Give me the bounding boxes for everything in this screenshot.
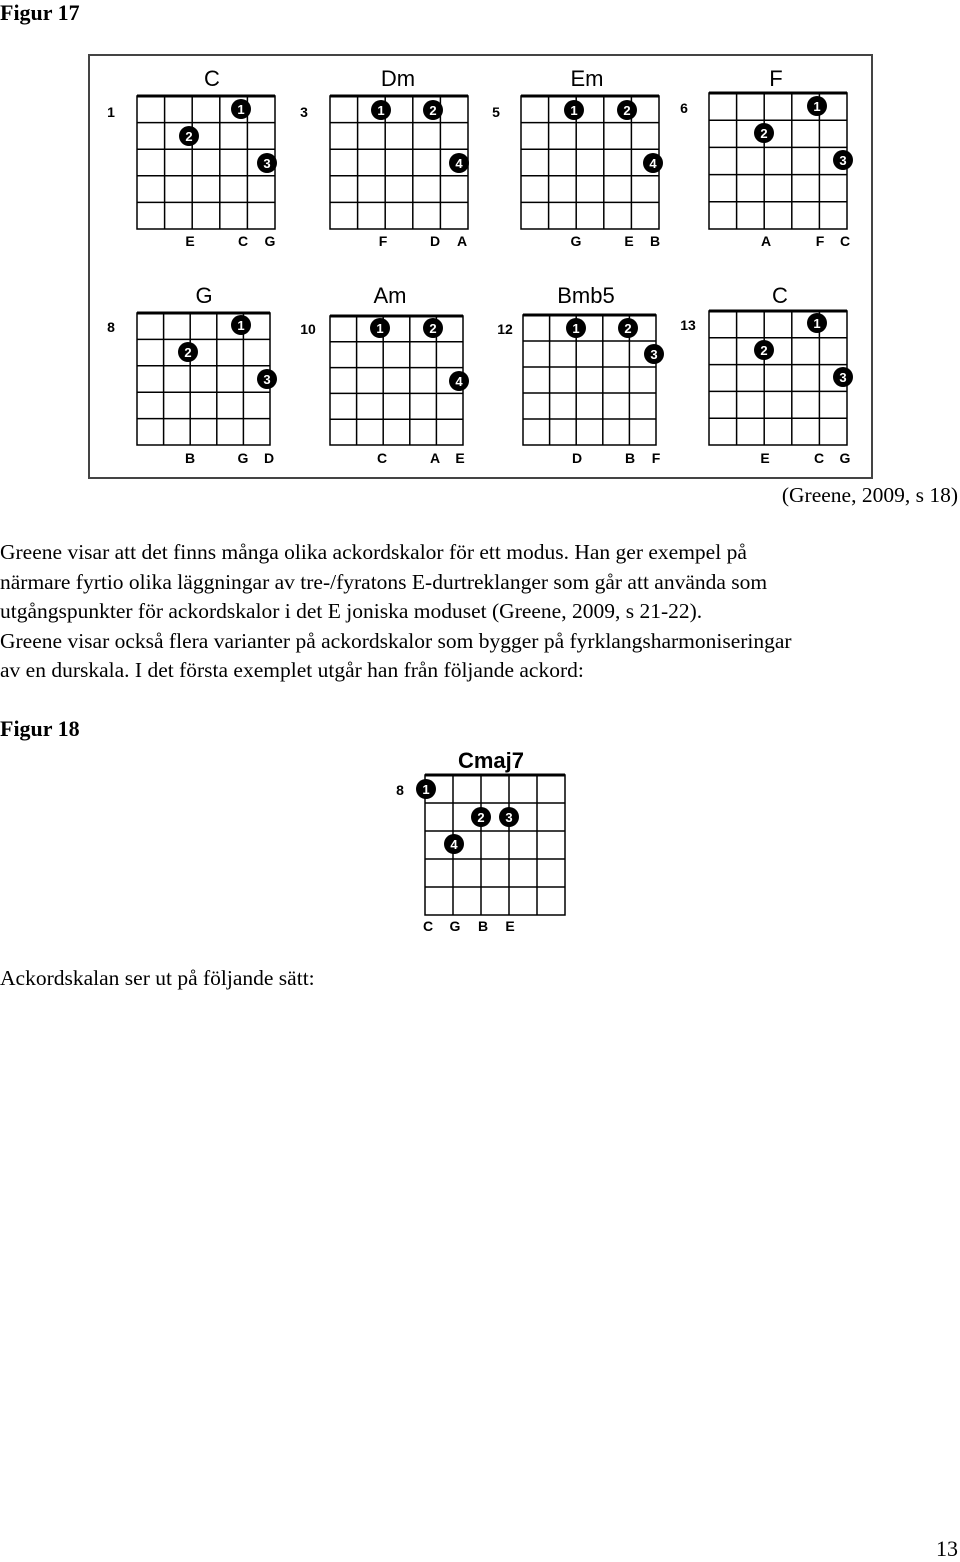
fret-number: 6 bbox=[680, 100, 688, 116]
chord-diagram-bmb5 bbox=[497, 283, 664, 466]
svg-text:3: 3 bbox=[650, 347, 658, 362]
chord-name: G bbox=[195, 283, 213, 308]
finger-dot bbox=[231, 99, 251, 119]
svg-text:4: 4 bbox=[455, 156, 463, 171]
string-label: C bbox=[237, 233, 249, 249]
svg-text:2: 2 bbox=[185, 129, 193, 144]
finger-dot bbox=[178, 342, 198, 362]
string-label: E bbox=[455, 450, 465, 466]
fret-number: 12 bbox=[497, 321, 513, 337]
svg-text:1: 1 bbox=[237, 102, 245, 117]
svg-text:1: 1 bbox=[422, 782, 430, 797]
string-label: C bbox=[422, 918, 434, 934]
paragraph-line: närmare fyrtio olika läggningar av tre-/fyratons E-durtreklanger som går att använda som bbox=[0, 569, 768, 594]
fret-number: 8 bbox=[107, 319, 115, 335]
string-label: G bbox=[839, 450, 851, 466]
body-paragraph bbox=[0, 538, 958, 686]
finger-dot bbox=[257, 369, 277, 389]
fret-number: 1 bbox=[107, 104, 115, 120]
finger-dot bbox=[423, 318, 443, 338]
svg-text:3: 3 bbox=[505, 810, 513, 825]
string-label: A bbox=[429, 450, 441, 466]
fret-number: 3 bbox=[300, 104, 308, 120]
svg-text:2: 2 bbox=[429, 103, 437, 118]
chord-name: Cmaj7 bbox=[457, 748, 525, 773]
finger-dot bbox=[499, 807, 519, 827]
svg-text:1: 1 bbox=[813, 316, 821, 331]
finger-dot bbox=[370, 318, 390, 338]
svg-text:2: 2 bbox=[623, 103, 631, 118]
finger-dot bbox=[449, 153, 469, 173]
svg-text:2: 2 bbox=[760, 126, 768, 141]
finger-dot bbox=[257, 153, 277, 173]
chord-diagram-g bbox=[107, 283, 277, 466]
finger-dot bbox=[566, 318, 586, 338]
string-label: D bbox=[263, 450, 275, 466]
string-label: F bbox=[815, 233, 825, 249]
svg-text:2: 2 bbox=[429, 321, 437, 336]
chord-diagram-am bbox=[300, 283, 469, 466]
chord-diagram-dm bbox=[300, 66, 469, 249]
finger-dot bbox=[371, 100, 391, 120]
finger-dot bbox=[807, 96, 827, 116]
finger-dot bbox=[617, 100, 637, 120]
svg-text:1: 1 bbox=[237, 318, 245, 333]
finger-dot bbox=[471, 807, 491, 827]
svg-text:4: 4 bbox=[450, 837, 458, 852]
finger-dot bbox=[423, 100, 443, 120]
svg-text:1: 1 bbox=[376, 321, 384, 336]
finger-dot bbox=[643, 153, 663, 173]
paragraph-line: av en durskala. I det första exemplet utgår han från följande ackord: bbox=[0, 658, 584, 682]
svg-text:3: 3 bbox=[839, 153, 847, 168]
finger-dot bbox=[644, 344, 664, 364]
chord-name: C bbox=[772, 283, 788, 308]
chord-name: Em bbox=[570, 66, 604, 91]
fret-number: 5 bbox=[492, 104, 500, 120]
chord-name: Dm bbox=[380, 66, 416, 91]
chord-diagram-em bbox=[492, 66, 663, 249]
string-label: B bbox=[477, 918, 489, 934]
finger-dot bbox=[833, 150, 853, 170]
chord-diagram-cmaj7 bbox=[380, 740, 600, 940]
figure-17-source: (Greene, 2009, s 18) bbox=[781, 483, 958, 507]
svg-text:4: 4 bbox=[455, 374, 463, 389]
figure-17-label: Figur 17 bbox=[0, 0, 80, 25]
svg-text:4: 4 bbox=[649, 156, 657, 171]
svg-text:1: 1 bbox=[572, 321, 580, 336]
finger-dot bbox=[416, 779, 436, 799]
svg-text:2: 2 bbox=[477, 810, 485, 825]
chord-diagram-c bbox=[107, 66, 277, 249]
string-label: G bbox=[237, 450, 249, 466]
string-label: G bbox=[570, 233, 582, 249]
paragraph-line: Greene visar också flera varianter på ackordskalor som bygger på fyrklangsharmoniseringar bbox=[0, 628, 792, 653]
finger-dot bbox=[449, 371, 469, 391]
chord-name: F bbox=[769, 66, 783, 91]
svg-text:2: 2 bbox=[624, 321, 632, 336]
fret-number: 8 bbox=[396, 782, 404, 798]
svg-text:2: 2 bbox=[760, 343, 768, 358]
svg-text:3: 3 bbox=[263, 372, 271, 387]
string-label: F bbox=[378, 233, 388, 249]
finger-dot bbox=[754, 123, 774, 143]
string-label: G bbox=[449, 918, 461, 934]
svg-text:3: 3 bbox=[263, 156, 271, 171]
string-label: G bbox=[264, 233, 276, 249]
string-label: E bbox=[185, 233, 195, 249]
chord-name: Bmb5 bbox=[557, 283, 615, 308]
finger-dot bbox=[754, 340, 774, 360]
string-label: D bbox=[429, 233, 441, 249]
finger-dot bbox=[179, 126, 199, 146]
string-label: E bbox=[505, 918, 515, 934]
string-label: C bbox=[839, 233, 851, 249]
string-label: C bbox=[813, 450, 825, 466]
chord-diagram-f bbox=[680, 66, 853, 249]
svg-text:1: 1 bbox=[570, 103, 578, 118]
string-label: E bbox=[760, 450, 770, 466]
string-label: F bbox=[651, 450, 661, 466]
svg-text:1: 1 bbox=[813, 99, 821, 114]
string-label: B bbox=[184, 450, 196, 466]
fret-number: 10 bbox=[300, 321, 316, 337]
paragraph-line: Greene visar att det finns många olika ackordskalor för ett modus. Han ger exempel på bbox=[0, 540, 747, 564]
finger-dot bbox=[444, 834, 464, 854]
string-label: C bbox=[376, 450, 388, 466]
page-number: 13 bbox=[936, 1536, 958, 1561]
string-label: A bbox=[760, 233, 772, 249]
svg-text:1: 1 bbox=[377, 103, 385, 118]
paragraph-line: utgångspunkter för ackordskalor i det E joniska moduset (Greene, 2009, s 21-22). bbox=[0, 599, 703, 623]
finger-dot bbox=[618, 318, 638, 338]
chord-name: Am bbox=[373, 283, 407, 308]
fret-number: 13 bbox=[680, 317, 696, 333]
closing-text: Ackordskalan ser ut på följande sätt: bbox=[0, 966, 315, 990]
finger-dot bbox=[231, 315, 251, 335]
string-label: D bbox=[571, 450, 583, 466]
string-label: E bbox=[624, 233, 634, 249]
finger-dot bbox=[807, 313, 827, 333]
string-label: A bbox=[456, 233, 468, 249]
string-label: B bbox=[649, 233, 661, 249]
string-label: B bbox=[624, 450, 636, 466]
svg-text:3: 3 bbox=[839, 370, 847, 385]
finger-dot bbox=[564, 100, 584, 120]
chord-name: C bbox=[204, 66, 220, 91]
finger-dot bbox=[833, 367, 853, 387]
figure-18-label: Figur 18 bbox=[0, 716, 80, 741]
svg-text:2: 2 bbox=[184, 345, 192, 360]
chord-diagram-c-13 bbox=[680, 283, 853, 466]
